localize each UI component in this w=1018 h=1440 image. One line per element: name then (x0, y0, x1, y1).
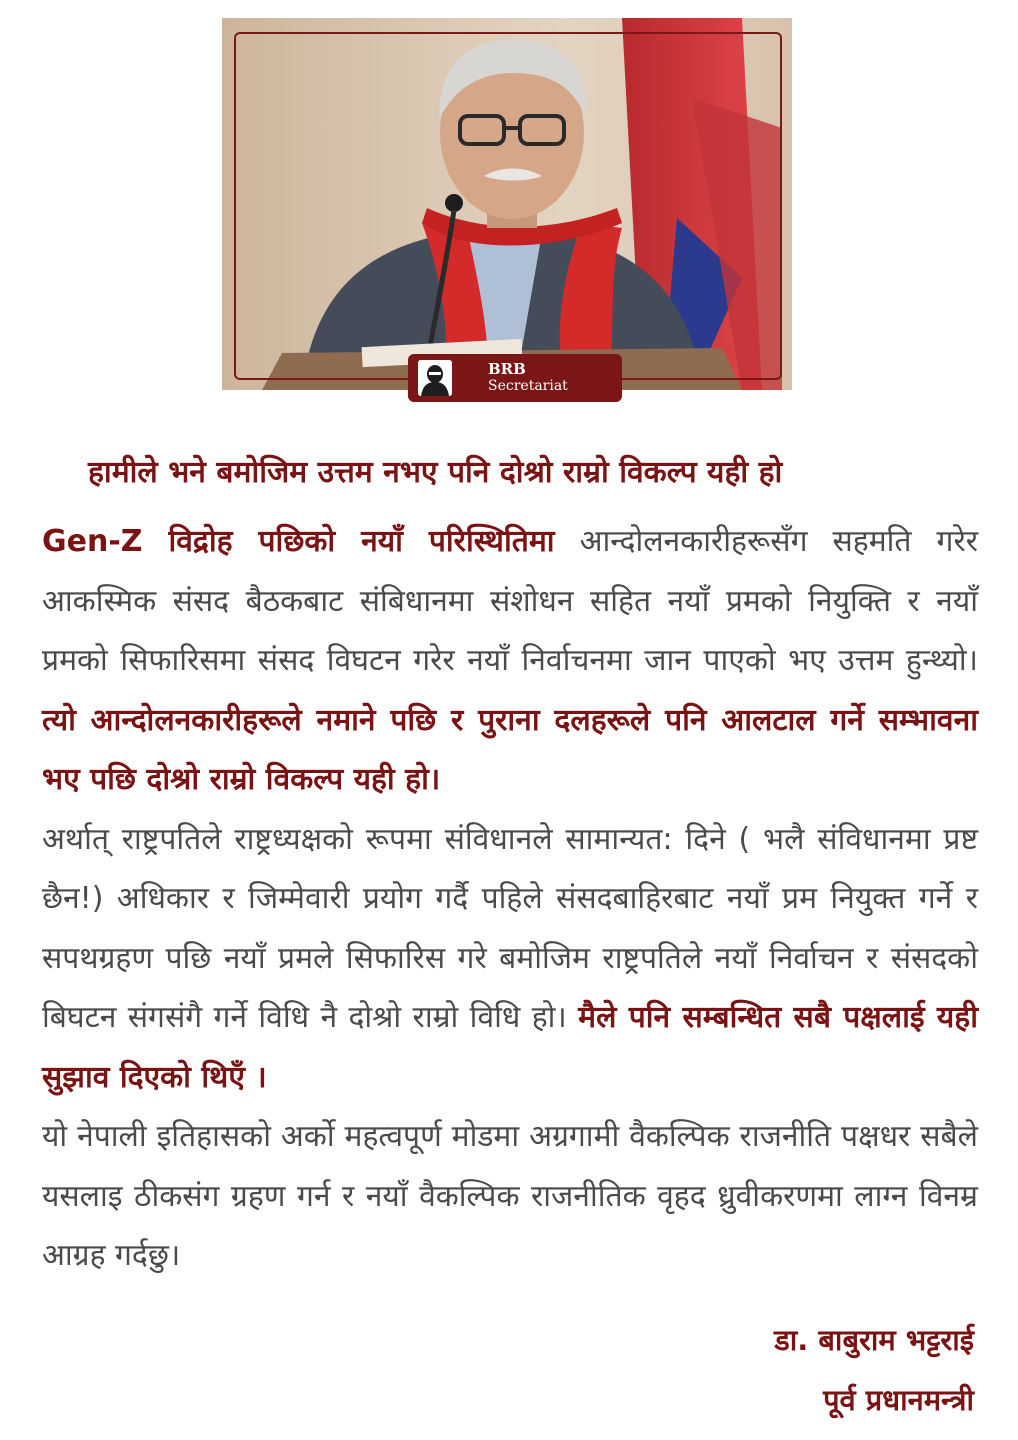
paragraph-1 (42, 512, 978, 810)
badge-text (488, 361, 568, 395)
signature-name: डा. बाबुराम भट्टराई (774, 1323, 974, 1357)
p1-highlight1: Gen-Z विद्रोह पछिको नयाँ परिस्थितिमा (42, 524, 555, 559)
p2-highlight1: मैले पनि सम्बन्धित सबै पक्षलाई यही सुझाव दिएको थिएँ । (42, 1000, 979, 1095)
brb-secretariat-badge (408, 354, 622, 402)
paragraph-3 (42, 1107, 978, 1286)
signature-title: पूर्व प्रधानमन्त्री (823, 1383, 974, 1417)
p1-highlight2: त्यो आन्दोलनकारीहरूले नमाने पछि र पुराना दलहरूले पनि आलटाल गर्ने सम्भावना भए पछि दोश्रो राम्रो विकल्प यही हो। (42, 702, 978, 797)
paragraph-2 (42, 810, 978, 1108)
p1-text1: आन्दोलनकारीहरूसँग सहमति गरेर आकस्मिक संसद बैठकबाट संबिधानमा संशोधन सहित नयाँ प्रमको नियुक्ति र नयाँ प्रमको सिफारिसमा संसद विघटन गरेर नयाँ निर्वाचनमा जान पाएको भए उत्तम हुन्थ्यो। (42, 524, 978, 678)
headline: हामीले भने बमोजिम उत्तम नभए पनि दोश्रो राम्रो विकल्प यही हो (88, 455, 783, 490)
badge-line1: BRB (488, 360, 526, 378)
photo-frame (234, 32, 782, 380)
signature-block (774, 1310, 974, 1430)
statement-body (42, 512, 978, 1286)
p2-text1: अर्थात् राष्ट्रपतिले राष्ट्रध्यक्षको रूपमा संविधानले सामान्यत: दिने ( भलै संविधानमा प्रष्ट छैन!) अधिकार र जिम्मेवारी प्रयोग गर्दै पहिले संसदबाहिरबाट नयाँ प्रम नियुक्त गर्ने र सपथग्रहण पछि नयाँ प्रमले सिफारिस गरे बमोजिम राष्ट्रपतिले नयाँ निर्वाचन र संसदको बिघटन संगसंगै गर्ने विधि नै दोश्रो राम्रो विधि हो। (42, 821, 978, 1035)
p3-text1: यो नेपाली इतिहासको अर्को महत्वपूर्ण मोडमा अग्रगामी वैकल्पिक राजनीति पक्षधर सबैले यसलाइ ठीकसंग ग्रहण गर्न र नयाँ वैकल्पिक राजनीतिक वृहद ध्रुवीकरणमा लाग्न विनम्र आग्रह गर्दछु। (42, 1119, 978, 1273)
badge-line2: Secretariat (488, 378, 568, 394)
brb-logo-icon (418, 360, 452, 396)
